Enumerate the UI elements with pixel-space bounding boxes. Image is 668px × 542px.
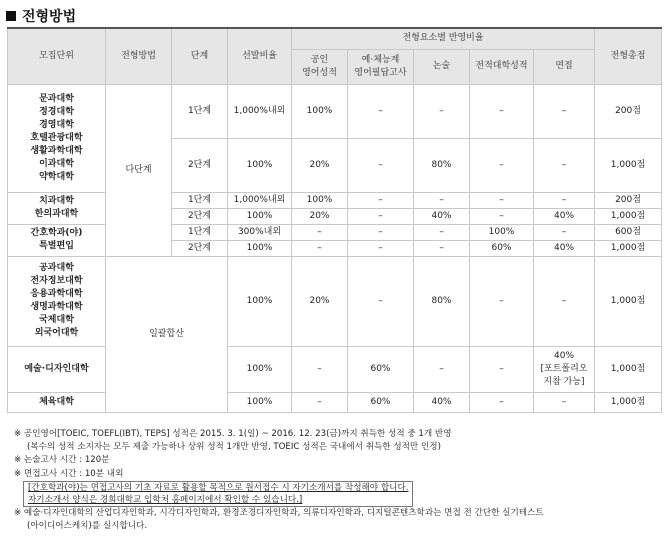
header-interview: 면접 bbox=[534, 49, 595, 84]
ratio-cell: 300%내외 bbox=[228, 224, 292, 240]
cell-interview: – bbox=[534, 256, 595, 346]
cell-essay: 80% bbox=[414, 256, 470, 346]
ratio-cell: 100% bbox=[228, 392, 292, 412]
header-group: 전형요소별 반영비율 bbox=[292, 28, 595, 49]
cell-transcript: – bbox=[470, 192, 534, 208]
cell-english: 20% bbox=[292, 256, 348, 346]
cell-interview: 40% [포트폴리오 지참 가능] bbox=[534, 346, 595, 392]
cell-transcript: – bbox=[470, 256, 534, 346]
cell-total: 1,000점 bbox=[595, 240, 662, 256]
cell-english: – bbox=[292, 240, 348, 256]
note-arts-design: ※ 예술·디자인대학의 산업디자인학과, 시각디자인학과, 환경조경디자인학과, 의류디자인학과, 디지털콘텐츠학과는 면접 전 간단한 실기테스트 bbox=[14, 508, 544, 519]
cell-transcript: 60% bbox=[470, 240, 534, 256]
unit-cell: 예술·디자인대학 bbox=[8, 346, 106, 392]
stage-cell: 2단계 bbox=[172, 240, 228, 256]
cell-transcript: – bbox=[470, 346, 534, 392]
ratio-cell: 100% bbox=[228, 208, 292, 224]
cell-total: 1,000점 bbox=[595, 208, 662, 224]
cell-essay: 40% bbox=[414, 392, 470, 412]
cell-transcript: – bbox=[470, 208, 534, 224]
note-nursing-box bbox=[14, 481, 664, 507]
header-total: 전형총점 bbox=[595, 28, 662, 84]
notes bbox=[14, 428, 664, 533]
note-essay-time: ※ 논술고사 시간 : 120분 bbox=[14, 455, 110, 466]
selection-method-table bbox=[7, 27, 662, 413]
cell-arts: 60% bbox=[348, 392, 414, 412]
cell-arts: – bbox=[348, 224, 414, 240]
note-english-detail: (복수의 성적 소지자는 모두 제출 가능하나 상위 성적 1개만 반영, TOEIC 성적은 국내에서 취득한 성적만 인정) bbox=[27, 442, 441, 453]
cell-interview: 40% bbox=[534, 240, 595, 256]
cell-english: 20% bbox=[292, 138, 348, 192]
note-english: ※ 공인영어[TOEIC, TOEFL(IBT), TEPS] 성적은 2015. 3. 1(일) ~ 2016. 12. 23(금)까지 취득한 성적 중 1개 반영 bbox=[14, 429, 452, 439]
cell-interview: – bbox=[534, 224, 595, 240]
header-english: 공인 영어성적 bbox=[292, 49, 348, 84]
note-arts-design-detail: (아이디어스케치)를 실시합니다. bbox=[27, 521, 148, 532]
cell-essay: – bbox=[414, 346, 470, 392]
section-heading bbox=[6, 6, 76, 26]
cell-essay: – bbox=[414, 224, 470, 240]
method-cell: 일괄합산 bbox=[106, 256, 228, 412]
cell-total: 1,000점 bbox=[595, 392, 662, 412]
stage-cell: 1단계 bbox=[172, 84, 228, 138]
section-title: 전형방법 bbox=[22, 9, 77, 25]
header-essay: 논술 bbox=[414, 49, 470, 84]
unit-cell: 공과대학 전자정보대학 응용과학대학 생명과학대학 국제대학 외국어대학 bbox=[8, 256, 106, 346]
stage-cell: 2단계 bbox=[172, 138, 228, 192]
cell-essay: – bbox=[414, 192, 470, 208]
unit-cell: 체육대학 bbox=[8, 392, 106, 412]
cell-arts: – bbox=[348, 192, 414, 208]
header-method: 전형방법 bbox=[106, 28, 172, 84]
cell-interview: 40% bbox=[534, 208, 595, 224]
cell-essay: 80% bbox=[414, 138, 470, 192]
stage-cell: 1단계 bbox=[172, 192, 228, 208]
ratio-cell: 100% bbox=[228, 256, 292, 346]
header-stage: 단계 bbox=[172, 28, 228, 84]
cell-interview: – bbox=[534, 192, 595, 208]
stage-cell: 1단계 bbox=[172, 224, 228, 240]
unit-cell: 치과대학 한의과대학 bbox=[8, 192, 106, 224]
ratio-cell: 1,000%내외 bbox=[228, 192, 292, 208]
header-unit: 모집단위 bbox=[8, 28, 106, 84]
cell-essay: 40% bbox=[414, 208, 470, 224]
note-interview-time: ※ 면접고사 시간 : 10분 내외 bbox=[14, 468, 124, 479]
cell-interview: – bbox=[534, 138, 595, 192]
cell-english: – bbox=[292, 392, 348, 412]
cell-transcript: – bbox=[470, 84, 534, 138]
cell-arts: – bbox=[348, 240, 414, 256]
cell-arts: – bbox=[348, 84, 414, 138]
ratio-cell: 100% bbox=[228, 240, 292, 256]
cell-arts: 60% bbox=[348, 346, 414, 392]
note-nursing-text: [간호학과(야)는 면접고사의 기초 자료로 활용할 목적으로 원서접수 시 자기소개서를 작성해야 합니다. 자기소개서 양식은 경희대학교 입학처 홈페이지에서 확인할 수 있습니다.] bbox=[23, 481, 413, 507]
cell-interview: – bbox=[534, 392, 595, 412]
cell-english: – bbox=[292, 346, 348, 392]
header-transcript: 전적대학성적 bbox=[470, 49, 534, 84]
cell-arts: – bbox=[348, 138, 414, 192]
cell-essay: – bbox=[414, 84, 470, 138]
cell-arts: – bbox=[348, 208, 414, 224]
unit-cell: 간호학과(야) 특별편입 bbox=[8, 224, 106, 256]
cell-total: 1,000점 bbox=[595, 138, 662, 192]
ratio-cell: 1,000%내외 bbox=[228, 84, 292, 138]
cell-english: 100% bbox=[292, 192, 348, 208]
cell-interview: – bbox=[534, 84, 595, 138]
bullet-square-icon bbox=[6, 11, 16, 21]
cell-english: 100% bbox=[292, 84, 348, 138]
cell-arts: – bbox=[348, 256, 414, 346]
cell-essay: – bbox=[414, 240, 470, 256]
unit-cell: 문과대학 정경대학 경영대학 호텔관광대학 생활과학대학 이과대학 약학대학 bbox=[8, 84, 106, 192]
cell-transcript: – bbox=[470, 392, 534, 412]
cell-english: 20% bbox=[292, 208, 348, 224]
method-cell: 다단계 bbox=[106, 84, 172, 256]
cell-total: 1,000점 bbox=[595, 256, 662, 346]
ratio-cell: 100% bbox=[228, 346, 292, 392]
cell-transcript: – bbox=[470, 138, 534, 192]
table-row bbox=[8, 256, 662, 346]
cell-transcript: 100% bbox=[470, 224, 534, 240]
cell-total: 1,000점 bbox=[595, 346, 662, 392]
cell-total: 600점 bbox=[595, 224, 662, 240]
ratio-cell: 100% bbox=[228, 138, 292, 192]
cell-english: – bbox=[292, 224, 348, 240]
header-ratio: 선발비율 bbox=[228, 28, 292, 84]
cell-total: 200점 bbox=[595, 192, 662, 208]
cell-total: 200점 bbox=[595, 84, 662, 138]
header-arts-english: 예·체능계 영어필답고사 bbox=[348, 49, 414, 84]
table-row bbox=[8, 84, 662, 138]
stage-cell: 2단계 bbox=[172, 208, 228, 224]
